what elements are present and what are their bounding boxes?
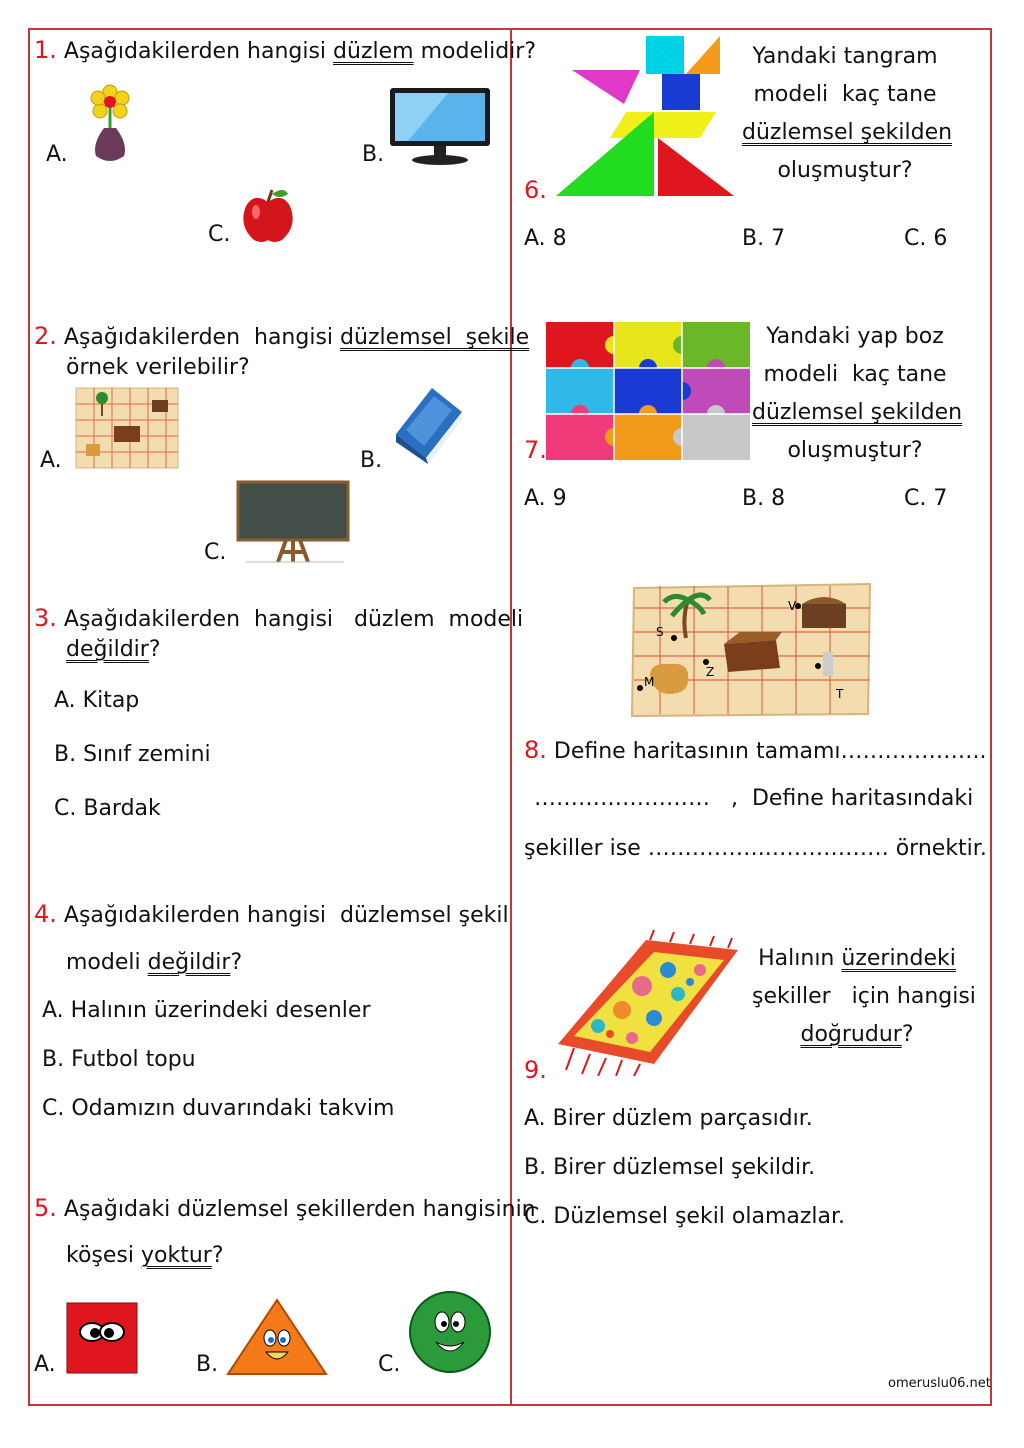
treasure-map-icon bbox=[630, 582, 874, 718]
map-label-s: S bbox=[656, 625, 664, 639]
map-label-t: T bbox=[836, 687, 844, 701]
q6-keyword-line bbox=[742, 120, 953, 146]
q9-text-pre1: Halının bbox=[758, 946, 835, 971]
q4-text-post: ? bbox=[230, 950, 243, 975]
dotted-carpet-icon bbox=[550, 930, 742, 1076]
q7-option-c[interactable]: C. 7 bbox=[904, 486, 948, 511]
q9-option-c[interactable]: C. Düzlemsel şekil olamazlar. bbox=[524, 1204, 846, 1229]
q9-option-a[interactable]: A. Birer düzlem parçasıdır. bbox=[524, 1106, 813, 1131]
q5-option-c-label[interactable]: C. bbox=[378, 1352, 401, 1377]
q7-option-a[interactable]: A. 9 bbox=[524, 486, 567, 511]
q4-text-line2 bbox=[66, 950, 242, 976]
q3-text-pre: Aşağıdakilerden hangisi düzlem modeli bbox=[63, 607, 524, 632]
q5-text-post: ? bbox=[211, 1243, 224, 1268]
q4-question bbox=[34, 900, 509, 929]
q5-number: 5. bbox=[34, 1194, 57, 1222]
flower-vase-icon bbox=[82, 84, 138, 166]
q7-text-line2: modeli kaç tane bbox=[763, 362, 947, 387]
q5-option-a-label[interactable]: A. bbox=[34, 1352, 56, 1377]
q1-keyword: düzlem bbox=[333, 39, 414, 64]
q5-text-line2 bbox=[66, 1243, 224, 1269]
orange-triangle-face-icon bbox=[226, 1298, 328, 1376]
q9-text-line2: şekiller için hangisi bbox=[752, 984, 976, 1009]
q6-option-b[interactable]: B. 7 bbox=[742, 226, 786, 251]
q5-keyword: yoktur bbox=[141, 1243, 212, 1268]
q4-text-line1: Aşağıdakilerden hangisi düzlemsel şekil bbox=[63, 903, 509, 928]
q2-question bbox=[34, 322, 529, 351]
q6-option-a[interactable]: A. 8 bbox=[524, 226, 567, 251]
q7-text-line1: Yandaki yap boz bbox=[766, 324, 944, 349]
q4-keyword: değildir bbox=[147, 950, 231, 975]
q9-keyword-1: üzerindeki bbox=[841, 946, 956, 971]
q2-text-line2: örnek verilebilir? bbox=[66, 355, 250, 380]
q3-question bbox=[34, 604, 523, 633]
q4-option-b[interactable]: B. Futbol topu bbox=[42, 1047, 196, 1072]
q3-option-b[interactable]: B. Sınıf zemini bbox=[54, 742, 211, 767]
q2-option-b-label[interactable]: B. bbox=[360, 448, 383, 473]
q8-text-line2: …………………… , Define haritasındaki bbox=[534, 786, 974, 811]
q7-keyword: düzlemsel şekilden bbox=[752, 400, 963, 425]
q3-text-line2 bbox=[66, 637, 161, 663]
q6-text-line2: modeli kaç tane bbox=[753, 82, 937, 107]
q2-number: 2. bbox=[34, 322, 57, 350]
q8-text-line1: Define haritasının tamamı……………….. bbox=[553, 739, 987, 764]
q5-text-line1: Aşağıdaki düzlemsel şekillerden hangisinin bbox=[63, 1197, 536, 1222]
monitor-icon bbox=[388, 86, 492, 166]
q6-keyword: düzlemsel şekilden bbox=[742, 120, 953, 145]
q9-option-b[interactable]: B. Birer düzlemsel şekildir. bbox=[524, 1155, 816, 1180]
q3-text-post: ? bbox=[148, 637, 161, 662]
q3-option-a[interactable]: A. Kitap bbox=[54, 688, 140, 713]
q9-text-line3 bbox=[752, 1022, 962, 1048]
q1-text-pre: Aşağıdakilerden hangisi bbox=[63, 39, 327, 64]
apple-icon bbox=[238, 186, 298, 246]
q4-text-pre2: modeli bbox=[66, 950, 141, 975]
q8-question bbox=[524, 736, 987, 765]
map-label-v: V bbox=[788, 599, 797, 613]
q7-keyword-line bbox=[752, 400, 963, 426]
q1-option-a-label[interactable]: A. bbox=[46, 142, 68, 167]
q9-text-post3: ? bbox=[901, 1022, 914, 1047]
map-label-m: M bbox=[644, 675, 655, 689]
q4-number: 4. bbox=[34, 900, 57, 928]
q1-question bbox=[34, 36, 536, 65]
q9-text-line1 bbox=[752, 946, 962, 972]
q7-number: 7. bbox=[524, 436, 547, 464]
q6-number: 6. bbox=[524, 176, 547, 204]
treasure-map-icon bbox=[74, 386, 180, 470]
tangram-figure-icon bbox=[554, 34, 736, 198]
q5-text-pre2: köşesi bbox=[66, 1243, 134, 1268]
q1-number: 1. bbox=[34, 36, 57, 64]
q2-option-a-label[interactable]: A. bbox=[40, 448, 62, 473]
q5-option-b-label[interactable]: B. bbox=[196, 1352, 219, 1377]
green-circle-face-icon bbox=[408, 1290, 492, 1376]
q4-option-a[interactable]: A. Halının üzerindeki desenler bbox=[42, 998, 371, 1023]
book-icon bbox=[386, 384, 466, 466]
chalkboard-icon bbox=[236, 480, 350, 564]
map-label-z: Z bbox=[706, 665, 715, 679]
q1-option-b-label[interactable]: B. bbox=[362, 142, 385, 167]
q6-text-line1: Yandaki tangram bbox=[752, 44, 938, 69]
q8-text-line3: şekiller ise ……………..……………. örnektir. bbox=[524, 836, 987, 861]
q6-option-c[interactable]: C. 6 bbox=[904, 226, 948, 251]
q3-number: 3. bbox=[34, 604, 57, 632]
q5-question bbox=[34, 1194, 536, 1223]
q2-option-c-label[interactable]: C. bbox=[204, 540, 227, 565]
q2-text-pre: Aşağıdakilerden hangisi bbox=[63, 325, 334, 350]
red-square-face-icon bbox=[66, 1302, 138, 1374]
q1-text-post: modelidir? bbox=[420, 39, 537, 64]
q7-option-b[interactable]: B. 8 bbox=[742, 486, 786, 511]
jigsaw-puzzle-icon bbox=[546, 322, 750, 460]
watermark: omeruslu06.net bbox=[888, 1376, 991, 1391]
q4-option-c[interactable]: C. Odamızın duvarındaki takvim bbox=[42, 1096, 395, 1121]
q1-option-c-label[interactable]: C. bbox=[208, 222, 231, 247]
q8-number: 8. bbox=[524, 736, 547, 764]
q9-number: 9. bbox=[524, 1056, 547, 1084]
q2-keyword: düzlemsel şekile bbox=[340, 325, 530, 350]
q9-keyword-2: doğrudur bbox=[800, 1022, 902, 1047]
q7-text-line4: oluşmuştur? bbox=[787, 438, 923, 463]
q3-keyword: değildir bbox=[66, 637, 149, 662]
q6-text-line4: oluşmuştur? bbox=[777, 158, 913, 183]
q3-option-c[interactable]: C. Bardak bbox=[54, 796, 161, 821]
